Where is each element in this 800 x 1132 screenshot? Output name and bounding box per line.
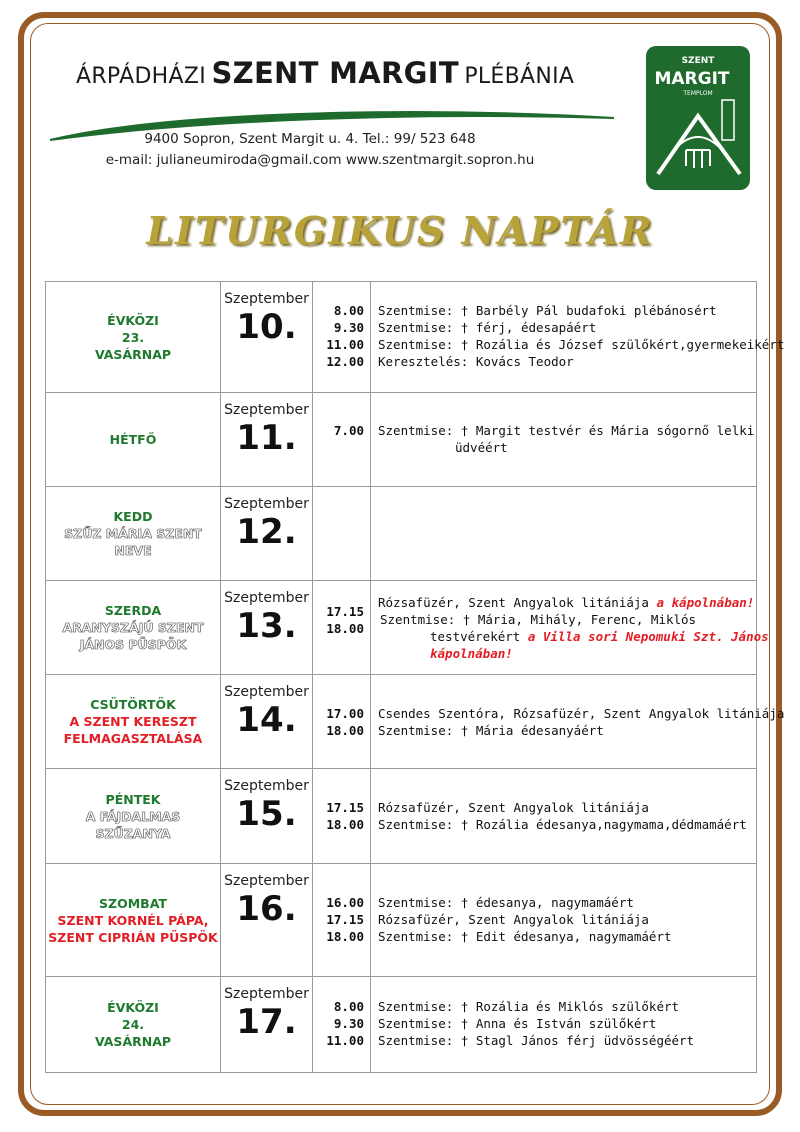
day-label: 24. [121,1017,145,1032]
date-cell [221,393,313,486]
date-cell [221,282,313,392]
month-label: Szeptember [224,496,309,512]
day-cell [46,393,221,486]
month-label: Szeptember [224,291,309,307]
table-row [45,976,757,1073]
time-cell [313,977,371,1072]
event-cell [371,393,758,486]
event-text: Rózsafüzér, Szent Angyalok litániája [378,595,649,610]
time-entry: 9.30 [333,1016,364,1031]
feast-label: A FÁJDALMAS [85,808,181,824]
feast-label: FELMAGASZTALÁSA [63,731,203,746]
time-entry: 18.00 [326,621,364,636]
event-cell [371,675,785,768]
day-number: 16. [236,889,297,929]
table-row [45,674,785,769]
month-label: Szeptember [224,684,309,700]
day-number: 15. [236,794,297,834]
day-number: 13. [236,606,297,646]
day-label: HÉTFŐ [109,432,157,447]
time-entry: 17.00 [326,706,364,721]
day-number: 10. [236,307,297,347]
month-label: Szeptember [224,778,309,794]
event-line [378,594,758,611]
day-label: ÉVKÖZI [107,1000,159,1015]
day-cell [46,864,221,976]
feast-label: NEVE [114,543,152,558]
parish-name [76,56,616,90]
event-line: üdvéért [455,440,508,455]
event-location-note: a kápolnában! [656,595,755,610]
time-entry: 18.00 [326,929,364,944]
logo-line3: TEMPLOM [683,90,713,97]
table-row [45,392,757,487]
event-line: Rózsafüzér, Szent Angyalok litániája [378,912,649,927]
date-cell [221,581,313,674]
day-label: PÉNTEK [105,791,161,807]
feast-label: A SZENT KERESZT [69,714,197,729]
time-entry: 17.15 [326,800,364,815]
time-cell [313,581,371,674]
event-line: Szentmise: † Rozália és József szülőkért,gyermekeikért [378,337,785,352]
church-logo [646,46,750,190]
day-label: ÉVKÖZI [107,312,159,328]
day-number: 17. [236,1002,297,1042]
event-text: testvérekért [430,629,521,644]
church-logo-image [646,46,750,190]
day-cell [46,769,221,863]
event-line: Szentmise: † Anna és István szülőkért [378,1016,657,1031]
time-entry: 18.00 [326,723,364,738]
day-label: VASÁRNAP [94,1034,172,1049]
time-cell [313,769,371,863]
event-line: Szentmise: † Mária, Mihály, Ferenc, Miklós [380,612,697,627]
event-location-note: kápolnában! [430,646,513,661]
event-line: Szentmise: † férj, édesapáért [378,320,597,335]
day-label: KEDD [113,509,153,524]
day-label: VASÁRNAP [94,346,172,362]
month-label: Szeptember [224,590,309,606]
contact-line: e-mail: julianeumiroda@gmail.com www.szentmargit.sopron.hu [105,152,535,168]
date-cell [221,864,313,976]
title-suffix: PLÉBÁNIA [464,64,575,89]
feast-label: SZENT KORNÉL PÁPA, [57,912,209,928]
time-cell [313,282,371,392]
table-row [45,281,785,393]
month-label: Szeptember [224,402,309,418]
date-cell [221,675,313,768]
logo-line2: MARGIT [654,69,730,89]
table-row [45,486,757,581]
table-row [45,768,757,864]
logo-line1: SZENT [681,56,715,66]
time-cell [313,393,371,486]
time-cell [313,864,371,976]
event-cell [371,977,758,1072]
day-cell [46,977,221,1072]
date-cell [221,769,313,863]
day-label: 23. [121,329,145,345]
event-line: Keresztelés: Kovács Teodor [378,354,574,369]
date-cell [221,487,313,580]
day-number: 11. [236,418,297,458]
time-entry: 17.15 [326,604,364,619]
month-label: Szeptember [224,986,309,1002]
event-line: Csendes Szentóra, Rózsafüzér, Szent Angyalok litániája [378,706,785,721]
time-entry: 11.00 [326,337,364,352]
event-line: Szentmise: † Barbély Pál budafoki plébánosért [378,303,717,318]
address-line: 9400 Sopron, Szent Margit u. 4. Tel.: 99/ 523 648 [144,131,476,147]
table-row [45,580,769,675]
event-location-note: a Villa sori Nepomuki Szt. János [527,629,769,644]
event-line: Rózsafüzér, Szent Angyalok litániája [378,800,649,815]
time-cell [313,675,371,768]
event-cell [371,487,758,580]
day-cell [46,675,221,768]
time-entry: 18.00 [326,817,364,832]
event-line: Szentmise: † Margit testvér és Mária sógornő lelki [378,423,755,438]
event-line: Szentmise: † Edit édesanya, nagymamáért [378,929,672,944]
event-line [378,628,769,645]
feast-label: SZŰZ MÁRIA SZENT [64,526,202,541]
table-row [45,863,757,977]
event-line: Szentmise: † Rozália és Miklós szülőkért [378,999,680,1014]
day-label: CSÜTÖRTÖK [90,697,176,712]
event-line: Szentmise: † Stagl János férj üdvösségéért [378,1033,695,1048]
event-cell [371,282,785,392]
time-entry: 8.00 [333,303,364,318]
date-cell [221,977,313,1072]
feast-label: JÁNOS PÜSPÖK [79,637,187,652]
title-main: SZENT MARGIT [211,56,459,90]
feast-label: ARANYSZÁJÚ SZENT [62,620,204,635]
feast-label: SZŰZANYA [95,825,171,841]
day-cell [46,581,221,674]
event-cell [371,581,769,674]
time-entry: 12.00 [326,354,364,369]
feast-label: SZENT CIPRIÁN PÜSPÖK [48,929,218,945]
time-entry: 16.00 [326,895,364,910]
calendar-title: LITURGIKUS NAPTÁR [146,208,654,253]
title-prefix: ÁRPÁDHÁZI [76,64,207,89]
time-entry: 8.00 [333,999,364,1014]
time-cell [313,487,371,580]
day-cell [46,487,221,580]
event-line: Szentmise: † Mária édesanyáért [378,723,604,738]
event-cell [371,864,758,976]
time-entry: 11.00 [326,1033,364,1048]
event-line: Szentmise: † Rozália édesanya,nagymama,dédmamáért [378,817,747,832]
day-label: SZERDA [104,603,162,618]
day-label: SZOMBAT [99,895,167,911]
time-entry: 17.15 [326,912,364,927]
month-label: Szeptember [224,873,309,889]
day-cell [46,282,221,392]
time-entry: 7.00 [333,423,364,438]
event-line: Szentmise: † édesanya, nagymamáért [378,895,634,910]
event-cell [371,769,758,863]
day-number: 14. [236,700,297,740]
time-entry: 9.30 [333,320,364,335]
day-number: 12. [236,512,297,552]
